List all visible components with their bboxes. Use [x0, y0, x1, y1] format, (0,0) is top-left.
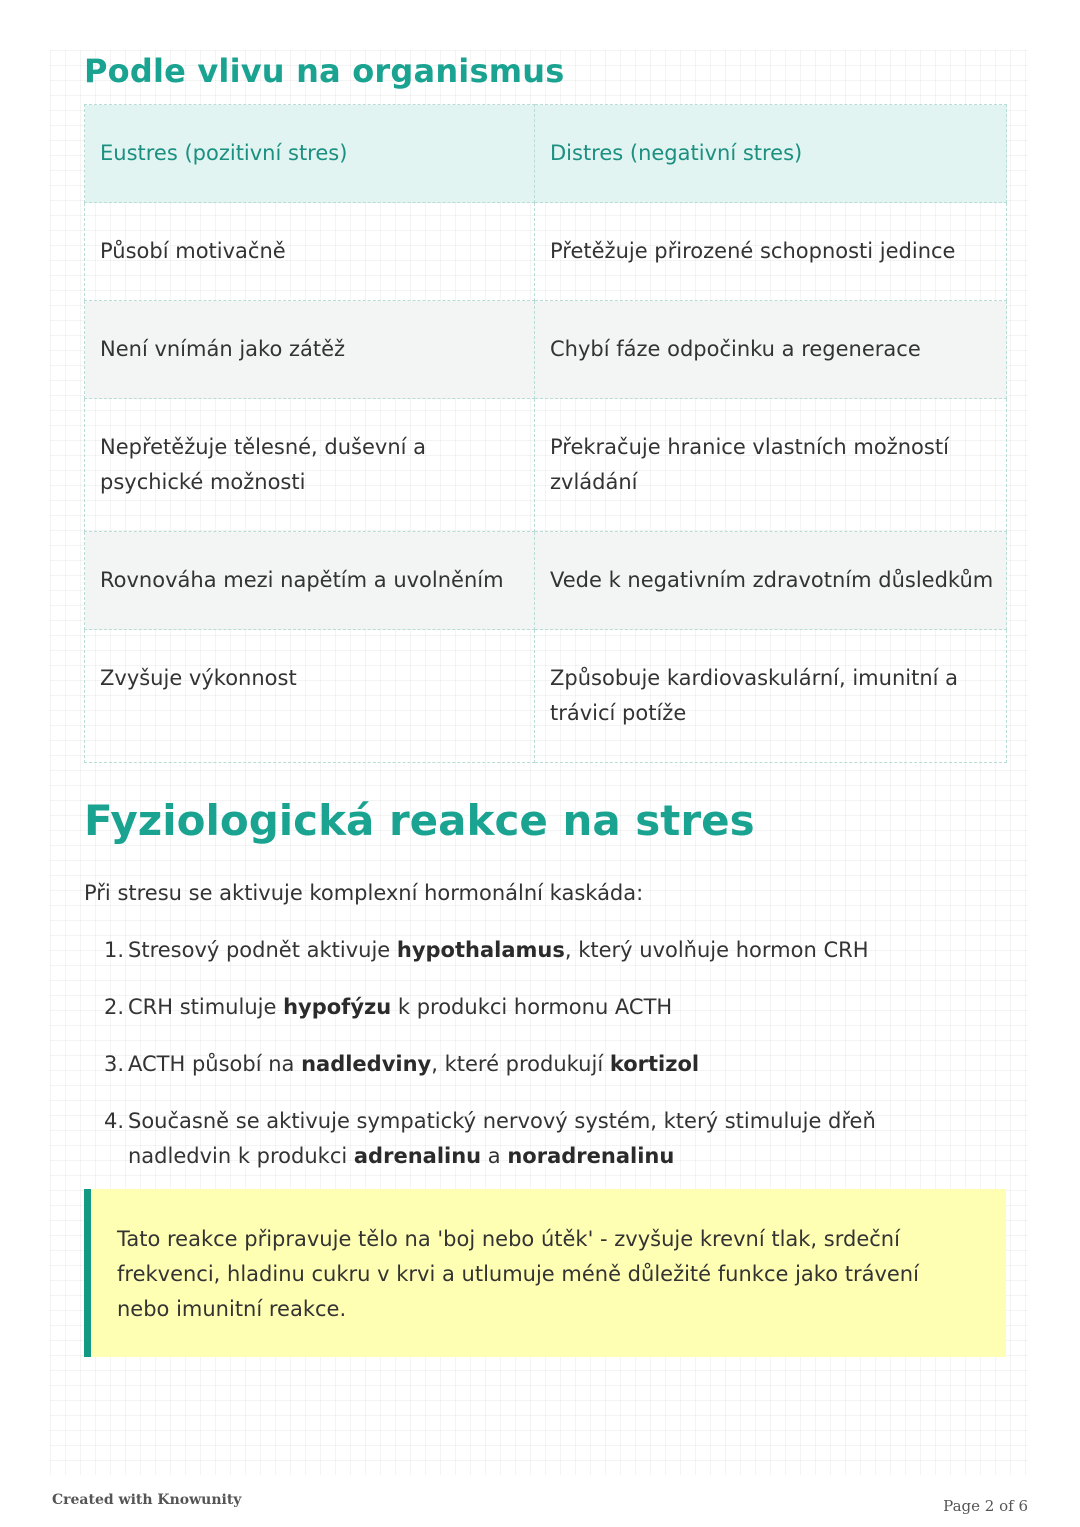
table-cell: Způsobuje kardiovaskulární, imunitní a trávicí potíže: [535, 630, 1007, 763]
table-row: [85, 203, 1007, 301]
list-item: [104, 990, 984, 1025]
list-number: 1.: [104, 938, 125, 962]
table-cell: Překračuje hranice vlastních možností zvládání: [535, 399, 1007, 532]
step-text: , které produkují: [431, 1052, 610, 1076]
step-text: , který uvolňuje hormon CRH: [564, 938, 869, 962]
highlight-callout: [84, 1189, 1006, 1357]
step-text: ACTH působí na: [128, 1052, 302, 1076]
table-cell: Vede k negativním zdravotním důsledkům: [535, 532, 1007, 630]
step-bold-term: nadledviny: [301, 1052, 432, 1076]
step-bold-term: adrenalinu: [353, 1144, 482, 1168]
list-number: 3.: [104, 1052, 125, 1076]
list-item: [104, 1047, 984, 1082]
table-cell: Působí motivačně: [85, 203, 535, 301]
step-bold-term: noradrenalinu: [507, 1144, 675, 1168]
table-header-row: [85, 105, 1007, 203]
step-text: Stresový podnět aktivuje: [128, 938, 397, 962]
table-row: [85, 630, 1007, 763]
header-eustres: Eustres (pozitivní stres): [85, 105, 535, 203]
comparison-table: [84, 104, 1007, 763]
step-text: Současně se aktivuje sympatický nervový systém, který stimuluje dřeň nadledvin k produkci: [128, 1109, 876, 1168]
table-cell: Chybí fáze odpočinku a regenerace: [535, 301, 1007, 399]
list-number: 4.: [104, 1109, 125, 1133]
table-row: [85, 301, 1007, 399]
step-bold-term: hypofýzu: [283, 995, 392, 1019]
callout-text: Tato reakce připravuje tělo na 'boj nebo útěk' - zvyšuje krevní tlak, srdeční frekvenci, hladinu cukru v krvi a utlumuje méně důležité funkce jako trávení nebo imunitní reakce.: [117, 1227, 919, 1321]
footer-credit: Created with Knowunity: [52, 1492, 242, 1508]
table-row: [85, 399, 1007, 532]
step-text: CRH stimuluje: [128, 995, 284, 1019]
table-row: [85, 532, 1007, 630]
table-cell: Rovnováha mezi napětím a uvolněním: [85, 532, 535, 630]
table-cell: Nepřetěžuje tělesné, duševní a psychické možnosti: [85, 399, 535, 532]
hormone-cascade-list: [104, 933, 984, 1196]
step-bold-term: hypothalamus: [396, 938, 565, 962]
list-number: 2.: [104, 995, 125, 1019]
page-number: Page 2 of 6: [943, 1497, 1028, 1515]
step-text: a: [481, 1144, 508, 1168]
section-title: Podle vlivu na organismus: [84, 52, 565, 90]
main-title: Fyziologická reakce na stres: [84, 796, 755, 845]
step-bold-term: kortizol: [609, 1052, 700, 1076]
table-cell: Přetěžuje přirozené schopnosti jedince: [535, 203, 1007, 301]
step-text: k produkci hormonu ACTH: [391, 995, 673, 1019]
list-item: [104, 1104, 984, 1174]
table-cell: Není vnímán jako zátěž: [85, 301, 535, 399]
list-item: [104, 933, 984, 968]
intro-paragraph: Při stresu se aktivuje komplexní hormonální kaskáda:: [84, 881, 644, 905]
table-cell: Zvyšuje výkonnost: [85, 630, 535, 763]
header-distres: Distres (negativní stres): [535, 105, 1007, 203]
